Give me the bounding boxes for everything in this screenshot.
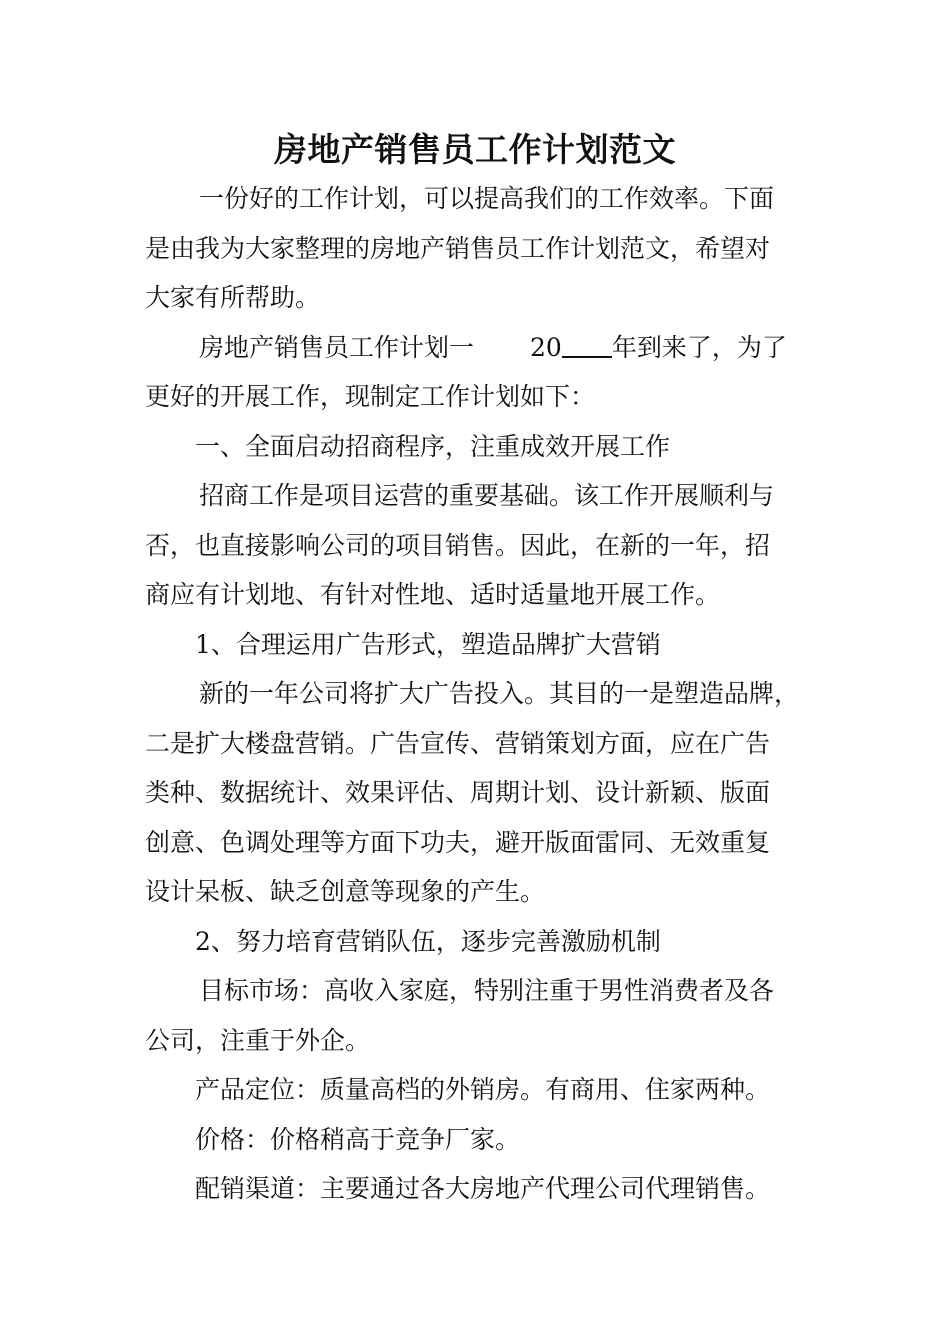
item-heading: 2、努力培育营销队伍，逐步完善激励机制 (195, 926, 661, 956)
document-body (145, 174, 833, 1214)
product-positioning-line: 产品定位：质量高档的外销房。有商用、住家两种。 (195, 1075, 771, 1104)
item-paragraph-line: 公司，注重于外企。 (145, 1025, 371, 1055)
intro-line: 一份好的工作计划，可以提高我们的工作效率。下面 (199, 184, 775, 213)
year-prefix: 20 (530, 332, 562, 362)
plan-heading: 房地产销售员工作计划一 (199, 332, 475, 362)
plan-line: 更好的开展工作，现制定工作计划如下： (145, 382, 596, 411)
section-paragraph-line: 商应有计划地、有针对性地、适时适量地开展工作。 (145, 580, 721, 609)
item-heading: 1、合理运用广告形式，塑造品牌扩大营销 (195, 629, 661, 659)
plan-heading-line (145, 323, 833, 373)
item-paragraph-line: 创意、色调处理等方面下功夫，避开版面雷同、无效重复 (145, 827, 771, 857)
intro-line: 大家有所帮助。 (145, 283, 321, 312)
year-blank-underline (562, 328, 612, 358)
item-paragraph-line: 设计呆板、缺乏创意等现象的产生。 (145, 877, 546, 906)
intro-line: 是由我为大家整理的房地产销售员工作计划范文，希望对 (145, 233, 771, 263)
section-heading: 一、全面启动招商程序，注重成效开展工作 (195, 431, 671, 461)
document-title: 房地产销售员工作计划范文 (274, 130, 676, 169)
item-paragraph-line: 二是扩大楼盘营销。广告宣传、营销策划方面，应在广告 (145, 728, 771, 758)
section-paragraph-line: 招商工作是项目运营的重要基础。该工作开展顺利与 (199, 481, 775, 510)
item-paragraph-line: 目标市场：高收入家庭，特别注重于男性消费者及各 (199, 976, 775, 1005)
item-paragraph-line: 新的一年公司将扩大广告投入。其目的一是塑造品牌， (199, 679, 800, 708)
distribution-channel-line: 配销渠道：主要通过各大房地产代理公司代理销售。 (195, 1174, 771, 1203)
price-line: 价格：价格稍高于竞争厂家。 (195, 1124, 521, 1154)
year-suffix: 年到来了，为了 (611, 332, 787, 362)
item-paragraph-line: 类种、数据统计、效果评估、周期计划、设计新颖、版面 (145, 778, 771, 807)
section-paragraph-line: 否，也直接影响公司的项目销售。因此，在新的一年，招 (145, 530, 771, 560)
